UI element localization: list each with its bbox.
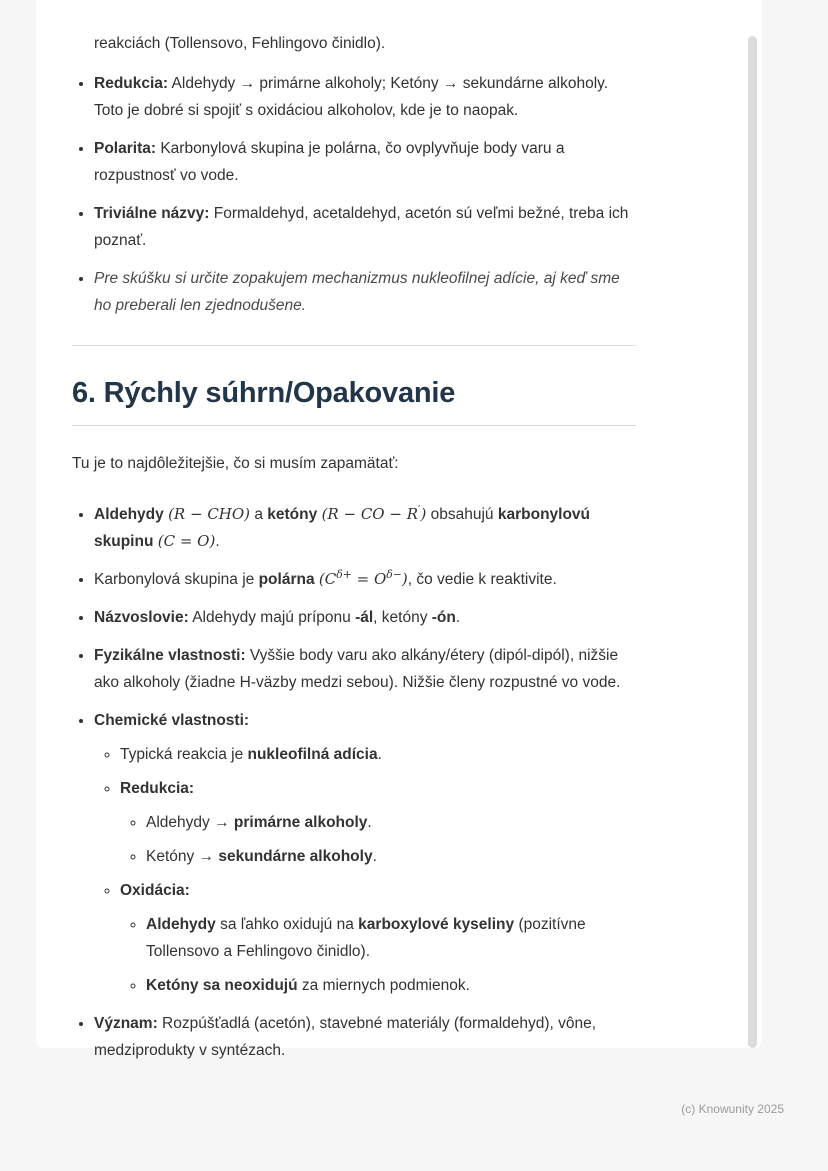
text-segment: Aldehydy → [146,814,234,831]
nested-list [120,911,636,999]
list-item [94,707,636,999]
text-segment: sa ľahko oxidujú na [215,916,359,933]
text-segment: Názvoslovie: [94,609,189,626]
text-segment: primárne alkoholy [233,814,368,831]
text-segment: . [377,746,382,763]
heading-underline [72,425,636,426]
section-divider [72,345,636,346]
list-item [94,265,636,319]
text-segment: Karbonylová skupina je [94,571,259,588]
text-segment: . [367,814,372,831]
text-segment: obsahujú [426,506,498,523]
list-item [94,200,636,254]
nested-list [120,809,636,870]
text-segment: Fyzikálne vlastnosti: [94,647,246,664]
text-segment: Triviálne názvy: [94,205,210,222]
text-segment: , ketóny [373,609,432,626]
text-segment: . [372,848,377,865]
summary-list [72,501,636,1064]
text-segment: δ+ [336,567,352,581]
list-item [94,501,636,555]
text-segment: Ketóny sa neoxidujú [146,977,298,994]
nested-list [94,741,636,999]
text-segment: Chemické vlastnosti: [94,712,250,729]
list-item [146,809,636,836]
continuation-text: reakciách (Tollensovo, Fehlingovo činidlo). [94,35,386,52]
text-segment: polárna [258,571,315,588]
list-item [94,642,636,696]
text-segment: (R − CO − R [321,505,418,523]
text-segment: Aldehydy [94,506,164,523]
text-segment: , čo vedie k reaktivite. [407,571,557,588]
scrollbar-thumb[interactable] [748,36,757,1048]
text-segment: . [455,609,461,626]
document-page [36,0,762,1059]
list-item [146,911,636,965]
text-segment: ′ [418,502,421,516]
text-segment: Pre skúšku si určite zopakujem mechanizmus nukleofilnej adície, aj keď sme ho preberali len zjednodušene. [94,270,620,314]
text-segment: karbonylovú skupinu [94,506,591,550]
text-segment: (C = O) [157,532,216,550]
text-segment: karboxylové kyseliny [358,916,515,933]
text-segment: Aldehydy [146,916,216,933]
list-item [120,741,636,768]
text-segment: Aldehydy → primárne alkoholy; Ketóny → sekundárne alkoholy. Toto je dobré si spojiť s oxidáciou alkoholov, kde je to naopak. [94,75,609,119]
list-item [94,135,636,189]
text-segment: Oxidácia: [120,882,190,899]
intro-text: Tu je to najdôležitejšie, čo si musím zapamätať: [72,455,399,472]
text-segment: Polarita: [94,140,157,157]
page-content [36,0,762,1104]
text-segment: ) [420,505,427,523]
section-heading: 6. Rýchly súhrn/Opakovanie [72,377,456,409]
text-segment: (C [318,570,337,588]
text-segment: Typická reakcia je [120,746,248,763]
text-segment: Rozpúšťadlá (acetón), stavebné materiály (formaldehyd), vône, medziprodukty v syntézach. [94,1015,597,1059]
text-segment: (R − CHO) [168,505,251,523]
text-segment: . [215,533,220,550]
text-segment: δ− [386,567,402,581]
text-segment: = O [351,570,387,588]
text-segment: nukleofilná adícia [247,746,378,763]
list-item [94,566,636,593]
list-item [94,70,636,124]
text-segment: a [250,506,268,523]
text-segment: Redukcia: [120,780,195,797]
footer-copyright: (c) Knowunity 2025 [681,1102,784,1116]
text-segment: za miernych podmienok. [297,977,470,994]
text-segment: -ón [431,609,456,626]
text-segment: Aldehydy majú príponu [188,609,356,626]
text-segment: Formaldehyd, acetaldehyd, acetón sú veľmi bežné, treba ich poznať. [94,205,629,249]
notes-list-top [72,70,636,319]
text-segment: Redukcia: [94,75,169,92]
text-segment: Význam: [94,1015,158,1032]
list-item [146,972,636,999]
text-segment: Karbonylová skupina je polárna, čo ovplyvňuje body varu a rozpustnosť vo vode. [94,140,565,184]
list-item [94,1010,636,1064]
text-segment: ketóny [267,506,318,523]
list-item [94,604,636,631]
list-item [120,775,636,870]
text-segment: sekundárne alkoholy [218,848,373,865]
text-segment: (pozitívne Tollensovo a Fehlingovo činidlo). [146,916,586,960]
text-segment: ) [401,570,408,588]
list-item [120,877,636,999]
list-item [146,843,636,870]
text-segment: Ketóny → [146,848,219,865]
text-segment: Vyššie body varu ako alkány/étery (dipól-dipól), nižšie ako alkoholy (žiadne H-väzby medzi sebou). Nižšie členy rozpustné vo vode. [94,647,621,691]
text-segment: -ál [355,609,374,626]
